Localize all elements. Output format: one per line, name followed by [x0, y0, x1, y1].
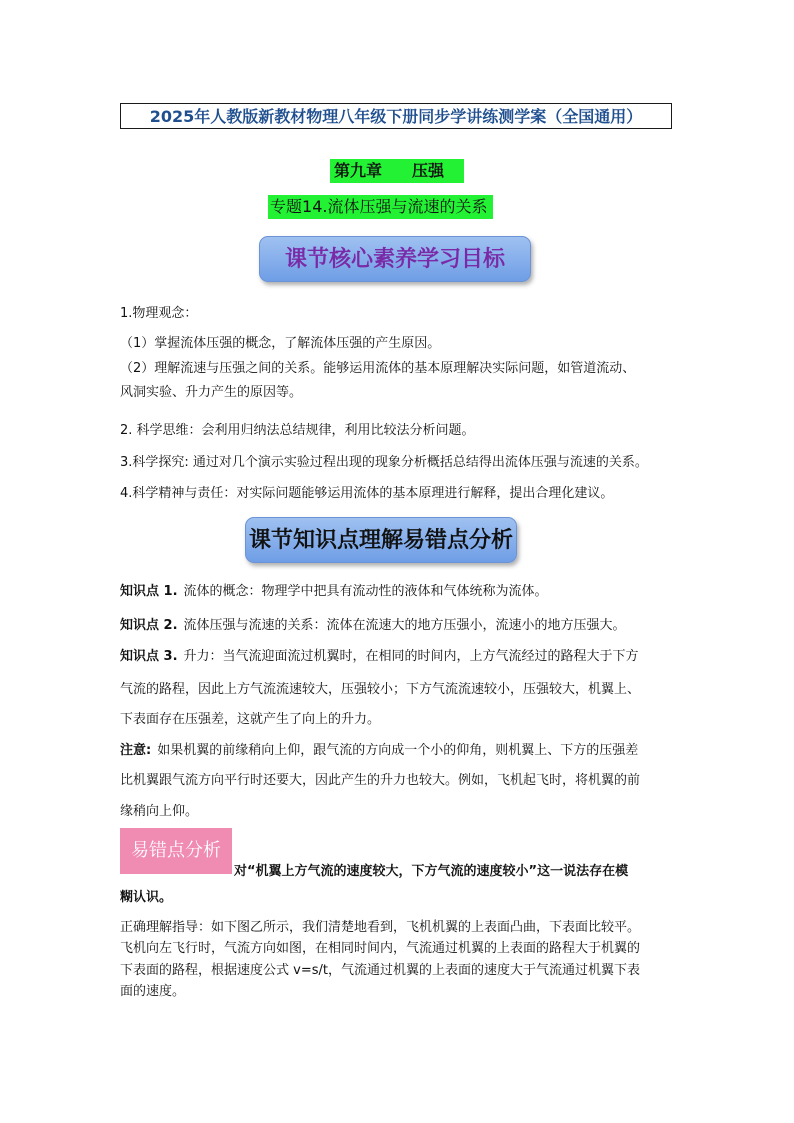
objectives-banner: 课节核心素养学习目标: [259, 236, 531, 282]
objective-line: （1）掌握流体压强的概念，了解流体压强的产生原因。: [120, 336, 441, 351]
note-continuation: 比机翼跟气流方向平行时还要大，因此产生的升力也较大。例如，飞机起飞时，将机翼的前: [120, 773, 641, 788]
objective-line: 1.物理观念：: [120, 306, 198, 321]
kp-text: 升力：当气流迎面流过机翼时，在相同的时间内，上方气流经过的路程大于下方: [183, 649, 639, 664]
knowledge-point-1: [120, 582, 548, 602]
chapter-number: 第九章: [334, 161, 383, 180]
note-paragraph: [120, 741, 638, 761]
chapter-heading: [330, 159, 464, 183]
kp-label: 知识点 3.: [120, 649, 178, 664]
kp-continuation: 下表面存在压强差，这就产生了向上的升力。: [120, 712, 381, 727]
knowledge-banner: 课节知识点理解易错点分析: [245, 517, 517, 563]
kp-text: 流体的概念：物理学中把具有流动性的液体和气体统称为流体。: [183, 584, 548, 599]
error-statement-continuation: 糊认识。: [120, 890, 173, 905]
note-label: 注意:: [120, 743, 152, 758]
objective-line: 3.科学探究: 通过对几个演示实验过程出现的现象分析概括总结得出流体压强与流速的关系。: [120, 455, 648, 470]
error-analysis-label: 易错点分析: [120, 828, 232, 874]
note-text: 如果机翼的前缘稍向上仰，跟气流的方向成一个小的仰角，则机翼上、下方的压强差: [157, 743, 639, 758]
correct-guidance-line: 下表面的路程，根据速度公式 v=s/t，气流通过机翼的上表面的速度大于气流通过机翼下表: [120, 963, 640, 978]
topic-title: 14.流体压强与流速的关系: [302, 197, 488, 216]
objective-line: 风洞实验、升力产生的原因等。: [120, 385, 303, 400]
correct-guidance-line: 正确理解指导：如下图乙所示，我们清楚地看到，飞机机翼的上表面凸曲，下表面比较平。: [120, 920, 641, 935]
topic-prefix: 专题: [270, 197, 303, 216]
objective-line: 4.科学精神与责任：对实际问题能够运用流体的基本原理进行解释，提出合理化建议。: [120, 486, 614, 501]
topic-heading: [268, 195, 493, 219]
knowledge-point-3: [120, 647, 639, 667]
objective-line: （2）理解流速与压强之间的关系。能够运用流体的基本原理解决实际问题，如管道流动、: [120, 361, 636, 376]
kp-label: 知识点 2.: [120, 618, 178, 633]
knowledge-point-2: [120, 616, 626, 636]
document-title: 2025年人教版新教材物理八年级下册同步学讲练测学案（全国通用）: [120, 103, 672, 129]
correct-guidance-line: 面的速度。: [120, 984, 186, 999]
kp-label: 知识点 1.: [120, 584, 178, 599]
kp-continuation: 气流的路程，因此上方气流流速较大，压强较小；下方气流流速较小，压强较大，机翼上、: [120, 682, 641, 697]
chapter-name: 压强: [412, 161, 445, 180]
objective-line: 2. 科学思维：会利用归纳法总结规律，利用比较法分析问题。: [120, 423, 475, 438]
kp-text: 流体压强与流速的关系：流体在流速大的地方压强小，流速小的地方压强大。: [183, 618, 626, 633]
correct-guidance-line: 飞机向左飞行时，气流方向如图，在相同时间内，气流通过机翼的上表面的路程大于机翼的: [120, 941, 641, 956]
note-continuation: 缘稍向上仰。: [120, 804, 199, 819]
error-statement: 对“机翼上方气流的速度较大，下方气流的速度较小”这一说法存在模: [234, 864, 629, 879]
